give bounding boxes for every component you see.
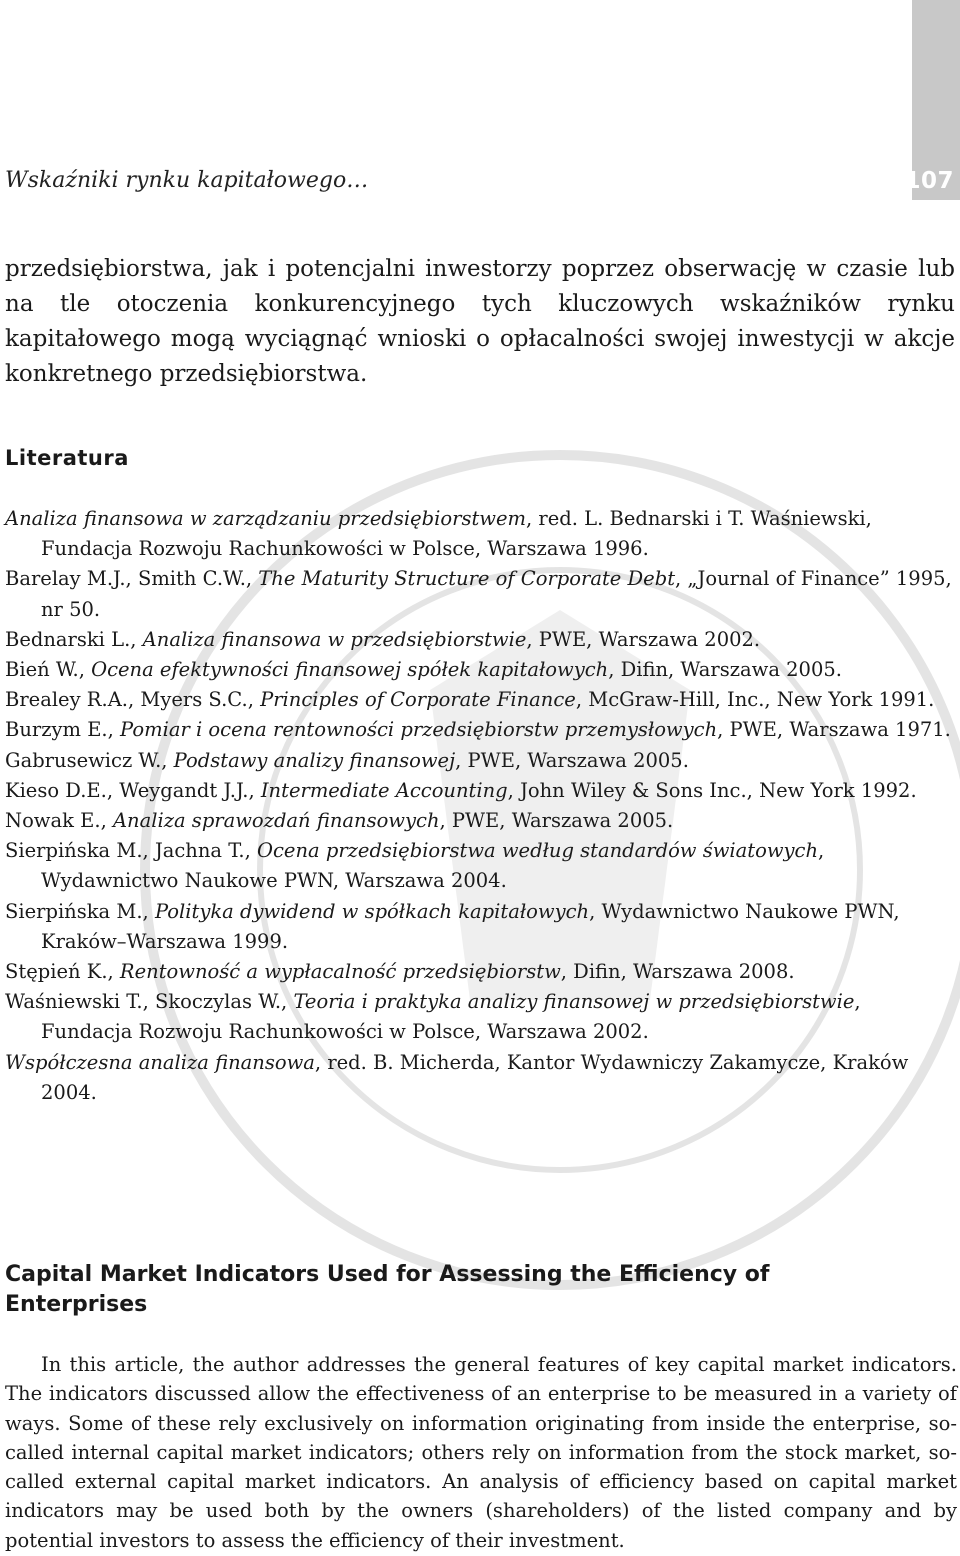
reference-title: Współczesna analiza finansowa: [5, 1050, 315, 1074]
reference-title: Polityka dywidend w spółkach kapitałowych: [154, 899, 590, 923]
abstract-paragraph: In this article, the author addresses the general features of key capital market indicators. The indicators discussed allow the effectiveness of an enterprise to be measured in a variety of ways. Some of these rely exclusively on information originating from inside the enterprise, so-called internal capital market indicators; others rely on information from the stock market, so-called external capital market indicators. An analysis of efficiency based on capital market indicators may be used both by the owners (shareholders) of the listed company and by potential investors to assess the efficiency of their investment.: [5, 1353, 957, 1552]
abstract-title: Capital Market Indicators Used for Assessing the Efficiency of Enterprises: [5, 1262, 770, 1317]
reference-item: [5, 776, 957, 806]
reference-details: , PWE, Warszawa 2002.: [526, 627, 761, 651]
literature-heading: Literatura: [5, 446, 129, 470]
reference-item: [5, 897, 957, 957]
reference-author: Kieso D.E., Weygandt J.J.,: [5, 778, 261, 802]
reference-title: Intermediate Accounting: [260, 778, 508, 802]
reference-details: , Difin, Warszawa 2008.: [560, 960, 795, 984]
reference-title: Rentowność a wypłacalność przedsiębiorstw: [119, 960, 561, 984]
reference-details: , „Journal of Finance” 1995, nr 50.: [41, 567, 952, 621]
page-number: 107: [904, 168, 954, 194]
reference-details: , Wydawnictwo Naukowe PWN, Warszawa 2004.: [41, 839, 825, 893]
reference-title: Analiza finansowa w zarządzaniu przedsiębiorstwem: [5, 507, 527, 530]
reference-details: , McGraw-Hill, Inc., New York 1991.: [575, 688, 935, 712]
reference-author: Sierpińska M.,: [5, 899, 155, 923]
reference-author: Bień W.,: [5, 658, 92, 682]
reference-item: [5, 625, 957, 655]
reference-author: Gabrusewicz W.,: [5, 748, 174, 772]
reference-item: [5, 655, 957, 685]
reference-author: Sierpińska M., Jachna T.,: [5, 839, 257, 863]
reference-item: [5, 685, 957, 715]
reference-title: Pomiar i ocena rentowności przedsiębiorstw przemysłowych: [120, 718, 718, 742]
reference-author: Waśniewski T., Skoczylas W.,: [5, 990, 294, 1014]
reference-details: , PWE, Warszawa 2005.: [455, 748, 689, 772]
reference-list: [5, 504, 957, 1108]
reference-author: Nowak E.,: [5, 809, 113, 833]
reference-details: , red. B. Micherda, Kantor Wydawniczy Zakamycze, Kraków 2004.: [41, 1050, 909, 1104]
reference-item: [5, 806, 957, 836]
reference-title: Principles of Corporate Finance: [260, 688, 576, 712]
reference-title: Analiza finansowa w przedsiębiorstwie: [142, 627, 527, 651]
reference-item: [5, 957, 957, 987]
reference-item: [5, 504, 957, 564]
reference-details: , Difin, Warszawa 2005.: [608, 658, 842, 682]
reference-title: The Maturity Structure of Corporate Debt: [258, 567, 676, 591]
reference-item: [5, 987, 957, 1047]
reference-author: Brealey R.A., Myers S.C.,: [5, 688, 261, 712]
reference-author: Bednarski L.,: [5, 627, 143, 651]
page-tab: [904, 0, 960, 200]
reference-details: , red. L. Bednarski i T. Waśniewski, Fundacja Rozwoju Rachunkowości w Polsce, Warszawa 1996.: [41, 507, 872, 561]
reference-author: Barelay M.J., Smith C.W.,: [5, 567, 259, 591]
reference-title: Teoria i praktyka analizy finansowej w przedsiębiorstwie: [293, 990, 855, 1014]
reference-item: [5, 1048, 957, 1108]
reference-title: Ocena efektywności finansowej spółek kapitałowych: [91, 658, 609, 682]
reference-author: Stępień K.,: [5, 960, 120, 984]
reference-details: , PWE, Warszawa 2005.: [439, 809, 674, 833]
reference-title: Analiza sprawozdań finansowych: [112, 809, 440, 833]
reference-item: [5, 564, 957, 624]
intro-paragraph: przedsiębiorstwa, jak i potencjalni inwestorzy poprzez obserwację w czasie lub na tle otoczenia konkurencyjnego tych kluczowych wskaźników rynku kapitałowego mogą wyciągnąć wnioski o opłacalności swojej inwestycji w akcje konkretnego przedsiębiorstwa.: [5, 256, 955, 387]
reference-item: [5, 715, 957, 745]
reference-details: , Fundacja Rozwoju Rachunkowości w Polsce, Warszawa 2002.: [41, 990, 861, 1044]
running-head: Wskaźniki rynku kapitałowego…: [5, 168, 369, 193]
reference-details: , Wydawnictwo Naukowe PWN, Kraków–Warszawa 1999.: [41, 899, 900, 953]
reference-title: Podstawy analizy finansowej: [173, 748, 456, 772]
reference-item: [5, 746, 957, 776]
reference-details: , John Wiley & Sons Inc., New York 1992.: [507, 778, 917, 802]
reference-author: Burzym E.,: [5, 718, 121, 742]
reference-details: , PWE, Warszawa 1971.: [717, 718, 951, 742]
reference-item: [5, 836, 957, 896]
reference-title: Ocena przedsiębiorstwa według standardów światowych: [257, 839, 819, 863]
